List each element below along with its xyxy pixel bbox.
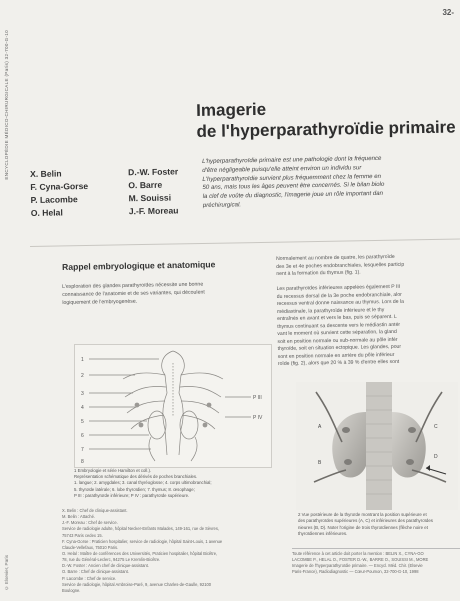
affiliation-line: M. Belin : Attaché. xyxy=(62,514,95,520)
caption-line: 5. thyroïde latérale; 6. lobe thyroïdien; 7. thymus; 8. œsophage; xyxy=(74,486,195,492)
parathyroid-right-iv xyxy=(203,423,208,428)
body-line: Normalement au nombre de quatre, les parathyroïde xyxy=(276,253,395,262)
author-name: P. Lacombe xyxy=(30,193,78,205)
parathyroid-c xyxy=(408,427,416,433)
label-c: C xyxy=(434,424,438,430)
author-name: O. Helal xyxy=(30,207,63,218)
reference-line: Imagerie de l'hyperparathyroïdie primaire. — Encycl. Méd. Chir. (Elsevie xyxy=(292,563,423,569)
label-a: A xyxy=(318,424,322,430)
body-line: thymus continuant sa descente vers le médiastin antér xyxy=(277,321,401,330)
body-line: des 3e et 4e poches endobranchiales, lesquelles particip xyxy=(276,261,405,270)
body-line: recessus ventral donne naissance au thymus. Lors de la xyxy=(276,298,405,308)
body-line: vant le moment où survient cette séparation, la gland xyxy=(277,329,397,338)
pouch-left-1 xyxy=(123,373,165,379)
reference-line: Toute référence à cet article doit porter la mention : BELIN X., CYNA-GO xyxy=(292,551,424,556)
thyroid-left-lobe xyxy=(332,412,366,478)
thyroid-lobe-left xyxy=(148,411,166,439)
body-line: nent à la formation du thymus (fig. 1). xyxy=(276,269,361,278)
label-p-iii: P III xyxy=(253,395,262,401)
parathyroid-a xyxy=(342,427,350,433)
intro-line: connaissance de l'anatomie et de ses variantes, qui découlent xyxy=(62,289,205,298)
author-name: O. Barre xyxy=(128,179,163,191)
affiliation-line: 78, rue du Général-Leclerc, 94275 Le Kremlin-Bicêtre. xyxy=(62,557,161,563)
parathyroid-left-iii xyxy=(135,403,140,408)
arrow-head xyxy=(426,465,430,471)
abstract xyxy=(202,153,460,210)
label-7: 7 xyxy=(81,447,84,453)
article-title xyxy=(196,95,456,142)
author-column-1 xyxy=(30,167,89,220)
author-name: X. Belin xyxy=(30,168,62,179)
label-d: D xyxy=(434,454,438,460)
affiliation-line: O. Barre : Chef de clinique-assistant. xyxy=(62,569,129,575)
intro-line: logiquement de l'embryogenèse. xyxy=(62,298,138,306)
abstract-line: préchirurgical. xyxy=(202,201,242,210)
pouch-left-2 xyxy=(125,386,166,397)
affiliation-line: Service de radiologie, hôpital Ambroise-Paré, 9, avenue Charles-de-Gaulle, 92100 xyxy=(62,581,212,587)
caption-line: 1. langue; 2. amygdales; 3. canal thyréoglosse; 4. corps ultimobranchial; xyxy=(74,480,212,486)
abstract-line: L'hyperparathyroïdie survient plus fréquemment chez la femme en xyxy=(202,172,382,183)
abstract-line: 50 ans, mais tous les âges peuvent être concernés. Si le bilan biolo xyxy=(202,181,385,192)
caption-line: des parathyroïdes supérieures (A, C) et inférieures des parathyroïdes xyxy=(298,518,433,524)
reference-line: LACOMBE P., HELAL O., FOSTER D.-W., BARRE O., SOUISSI M., MORE xyxy=(292,557,429,563)
caption-line: nieures (B, D). Noter l'origine de trois thyroïdiennes (flèche noire et xyxy=(298,524,428,530)
abstract-line: la clef de voûte du diagnostic, l'imagerie joue un rôle important dan xyxy=(202,190,384,201)
body-line: sont en position normale en arrière du pôle inférieur xyxy=(277,351,395,360)
parathyroid-b xyxy=(344,459,352,465)
author-name: M. Souissi xyxy=(128,192,172,204)
thyroid-right-lobe xyxy=(392,412,426,478)
label-6: 6 xyxy=(81,433,84,439)
artery-left-lower xyxy=(314,470,346,482)
caption-line: P III : parathyroïde inférieure; P IV : parathyroïde supérieure. xyxy=(74,492,190,498)
label-2: 2 xyxy=(81,373,84,379)
page-number: 32- xyxy=(442,8,454,17)
thyroid-lobe-right xyxy=(180,411,198,439)
artery-right-upper xyxy=(416,392,442,442)
affiliation-line: D.-W. Foster : Ancien chef de clinique-assistant. xyxy=(62,563,149,569)
reference-line: Paris-France), Radiodiagnostic — Cœur-Poumon, 32-700-G-10, 1998 xyxy=(292,569,419,575)
parathyroid-left-iv xyxy=(139,423,144,428)
right-column-text xyxy=(276,253,460,369)
affiliation-line: Boulogne. xyxy=(62,587,81,593)
divider xyxy=(30,238,460,246)
label-p-iv: P IV xyxy=(253,415,263,421)
figure-1-embryology xyxy=(74,344,272,468)
label-4: 4 xyxy=(81,405,84,411)
label-5: 5 xyxy=(81,419,84,425)
body-line: Les parathyroïdes inférieures appelées également P III xyxy=(276,283,401,293)
author-column-2 xyxy=(128,165,179,217)
pouch-right-2 xyxy=(180,386,221,397)
affiliation-line: O. Helal : Maître de conférences des Universités, Praticien hospitalier, hôpital Bicêtre, xyxy=(62,550,218,556)
artery-right-lower xyxy=(412,470,446,482)
abstract-line: L'hyperparathyroïdie primaire est une pathologie dont la fréquence xyxy=(202,154,382,165)
encyclopedia-reference: ENCYCLOPÉDIE MÉDICO-CHIRURGICALE (Paris) 32-700-G-10 xyxy=(4,30,9,180)
author-name: F. Cyna-Gorse xyxy=(30,180,89,192)
figure-1-caption xyxy=(74,468,274,499)
caption-line: thyroïdiennes inférieures. xyxy=(298,531,348,537)
author-affiliations xyxy=(62,508,272,594)
abstract-line: d'être négligeable puisqu'elle atteint environ un individu sur xyxy=(202,164,362,174)
pouch-left-4 xyxy=(131,415,164,429)
affiliation-line: F. Cyna-Gorse : Praticien hospitalier, service de radiologie, hôpital Saint-Louis, 1 avenue xyxy=(62,538,223,544)
label-1: 1 xyxy=(81,357,84,363)
body-line: soit en position normale ou sub-normale au pôle infér xyxy=(277,336,398,345)
affiliation-line: P. Lacombe : Chef de service. xyxy=(62,575,117,581)
trachea xyxy=(366,382,392,510)
body-line: roïde (fig. 2), alors que 20 % à 39 % d'entre elles sont xyxy=(277,359,400,368)
affiliation-line: 75743 Paris cedex 15. xyxy=(62,532,103,538)
publisher-footer: © Elsevier, Paris xyxy=(4,554,9,590)
body-line: du recessus dorsal de la 3e poche endobranchiale, alor xyxy=(276,291,402,300)
title-line-1: Imagerie xyxy=(196,99,267,120)
citation-reference xyxy=(292,548,460,576)
label-b: B xyxy=(318,460,322,466)
pouch-right-4 xyxy=(182,415,215,429)
body-line: thyroïde, soit en situation ectopique. Les glandes, pour xyxy=(277,344,402,353)
thymus-right xyxy=(191,437,197,461)
title-line-2: de l'hyperparathyroïdie primaire xyxy=(196,117,456,142)
pouch-right-1 xyxy=(181,373,223,379)
journal-sidebar xyxy=(4,30,14,590)
affiliation-line: Service de radiologie adulte, hôpital Necker-Enfants Malades, 149-161, rue de Sèvres, xyxy=(62,526,220,532)
figure-2-thyroid-posterior xyxy=(296,382,458,510)
caption-line: 1 Embryologie et série Hamilton et coll.). xyxy=(74,468,152,473)
figure-2-caption xyxy=(298,512,460,538)
parathyroid-right-iii xyxy=(207,403,212,408)
body-line: entraînés en avant et vers le bas, puis se séparent. L xyxy=(277,314,397,323)
pharynx-outline-right xyxy=(173,351,184,455)
label-8: 8 xyxy=(81,459,84,465)
body-line: médiastinale, la parathyroïde inférieure et le thy xyxy=(276,306,385,315)
section-heading: Rappel embryologique et anatomique xyxy=(62,259,216,272)
pharynx-outline-left xyxy=(162,351,173,455)
embryology-diagram xyxy=(75,345,271,467)
affiliation-line: J.-F. Moreau : Chef de service. xyxy=(62,520,118,526)
author-name: J.-F. Moreau xyxy=(128,205,179,216)
affiliation-line: X. Belin : Chef de clinique-assistant. xyxy=(62,508,128,513)
intro-line: L'exploration des glandes parathyroïdes nécessite une bonne xyxy=(62,281,204,290)
caption-line: 2 Vue postérieure de la thyroïde montrant la position supérieure et xyxy=(298,512,427,517)
affiliation-line: Claude-Vellefaux, 75010 Paris. xyxy=(62,544,119,550)
caption-line: Représentation schématique des dérivés de poches branchiales. xyxy=(74,474,198,480)
artery-left-upper xyxy=(316,392,342,442)
author-name: D.-W. Foster xyxy=(128,166,179,178)
intro-paragraph xyxy=(62,281,242,308)
parathyroid-d xyxy=(406,459,414,465)
thyroid-illustration xyxy=(296,382,458,510)
label-3: 3 xyxy=(81,391,84,397)
